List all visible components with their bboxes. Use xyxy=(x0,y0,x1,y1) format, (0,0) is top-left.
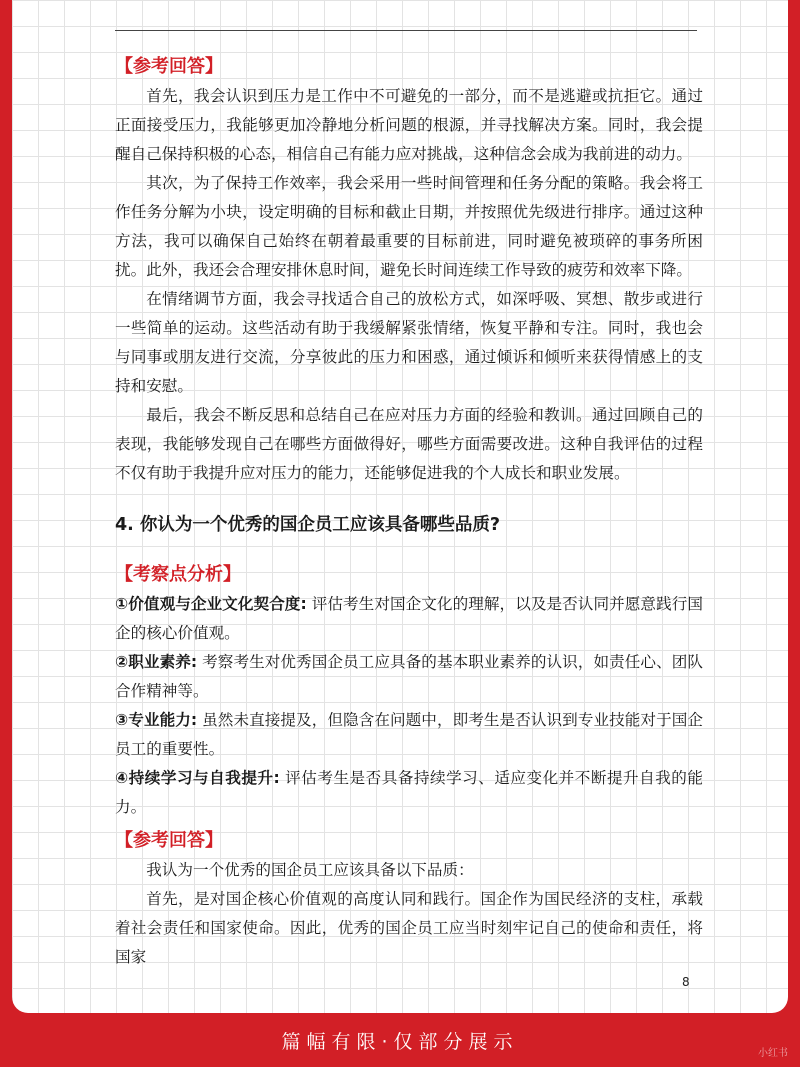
footer-banner xyxy=(0,1013,800,1067)
reference-answer-heading-2: 【参考回答】 xyxy=(115,830,223,851)
document-page xyxy=(12,0,788,1013)
analysis-point-label: ③专业能力: xyxy=(115,711,198,729)
analysis-point-text: 评估考生是否具备持续学习、适应变化并不断提升自我的能力。 xyxy=(115,769,703,816)
analysis-point xyxy=(115,764,703,822)
question-title: 4. 你认为一个优秀的国企员工应该具备哪些品质? xyxy=(115,515,501,535)
analysis-point-label: ②职业素养: xyxy=(115,653,198,671)
answer-paragraph: 我认为一个优秀的国企员工应该具备以下品质： xyxy=(146,861,474,879)
analysis-point-label: ①价值观与企业文化契合度: xyxy=(115,595,307,613)
footer-text: 篇幅有限·仅部分展示 xyxy=(281,1030,519,1053)
top-divider xyxy=(115,30,697,31)
analysis-point xyxy=(115,706,703,764)
analysis-point-text: 考察考生对优秀国企员工应具备的基本职业素养的认识，如责任心、团队合作精神等。 xyxy=(115,653,703,700)
analysis-heading: 【考察点分析】 xyxy=(115,564,241,585)
answer-paragraph: 最后，我会不断反思和总结自己在应对压力方面的经验和教训。通过回顾自己的表现，我能够发现自己在哪些方面做得好，哪些方面需要改进。这种自我评估的过程不仅有助于我提升应对压力的能力，还能够促进我的个人成长和职业发展。 xyxy=(115,406,703,482)
analysis-point-label: ④持续学习与自我提升: xyxy=(115,769,280,787)
answer-paragraph: 首先，我会认识到压力是工作中不可避免的一部分，而不是逃避或抗拒它。通过正面接受压力，我能够更加冷静地分析问题的根源，并寻找解决方案。同时，我会提醒自己保持积极的心态，相信自己有能力应对挑战，这种信念会成为我前进的动力。 xyxy=(115,87,703,163)
page-content xyxy=(115,48,703,972)
answer-paragraph: 首先，是对国企核心价值观的高度认同和践行。国企作为国民经济的支柱，承载着社会责任和国家使命。因此，优秀的国企员工应当时刻牢记自己的使命和责任，将国家 xyxy=(115,890,703,966)
analysis-point-text: 评估考生对国企文化的理解，以及是否认同并愿意践行国企的核心价值观。 xyxy=(115,595,703,642)
analysis-point-text: 虽然未直接提及，但隐含在问题中，即考生是否认识到专业技能对于国企员工的重要性。 xyxy=(115,711,703,758)
analysis-point xyxy=(115,590,703,648)
answer-paragraph: 其次，为了保持工作效率，我会采用一些时间管理和任务分配的策略。我会将工作任务分解为小块，设定明确的目标和截止日期，并按照优先级进行排序。通过这种方法，我可以确保自己始终在朝着最重要的目标前进，同时避免被琐碎的事务所困扰。此外，我还会合理安排休息时间，避免长时间连续工作导致的疲劳和效率下降。 xyxy=(115,174,703,279)
analysis-point xyxy=(115,648,703,706)
page-number: 8 xyxy=(682,975,690,989)
watermark: 小红书 xyxy=(758,1048,788,1059)
answer-paragraph: 在情绪调节方面，我会寻找适合自己的放松方式，如深呼吸、冥想、散步或进行一些简单的运动。这些活动有助于我缓解紧张情绪，恢复平静和专注。同时，我也会与同事或朋友进行交流，分享彼此的压力和困惑，通过倾诉和倾听来获得情感上的支持和安慰。 xyxy=(115,290,703,395)
reference-answer-heading: 【参考回答】 xyxy=(115,56,223,77)
